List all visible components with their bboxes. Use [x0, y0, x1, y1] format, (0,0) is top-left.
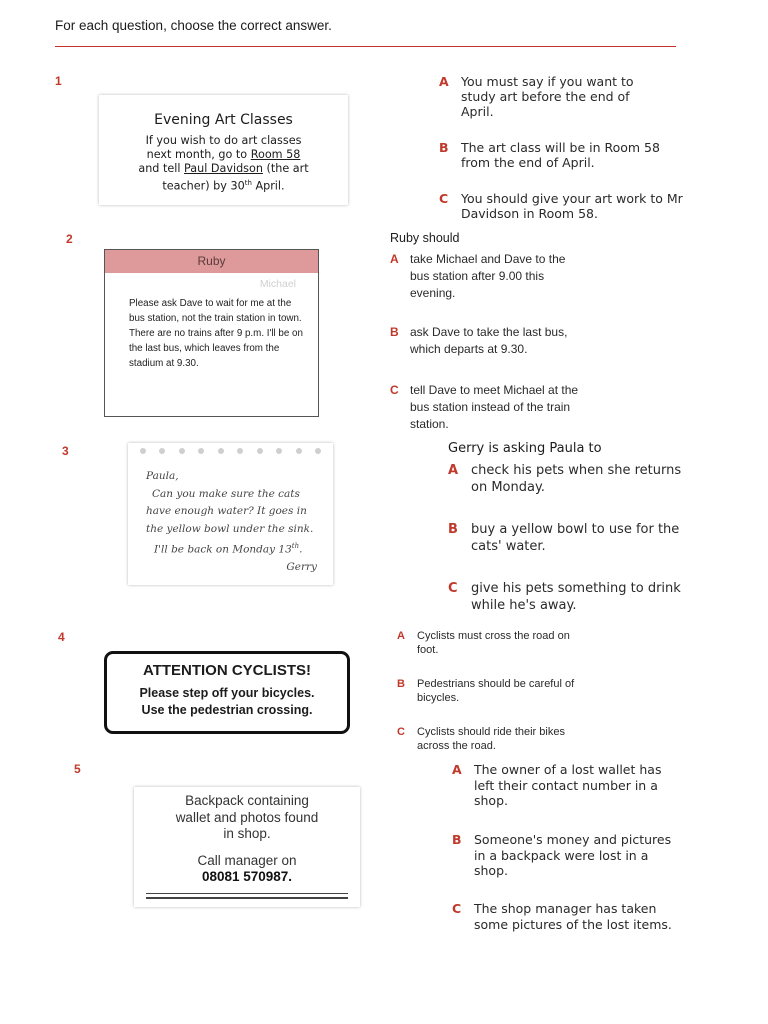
note-text: I'll be back on Monday 13: [154, 543, 292, 556]
notice-line: If you wish to do art classes: [145, 134, 302, 147]
note-sender: Ruby: [105, 250, 318, 273]
sign-body: [107, 685, 347, 719]
option-text: The owner of a lost wallet has left their contact number in a shop.: [474, 762, 662, 808]
option-text: Pedestrians should be careful of bicycles.: [417, 678, 575, 704]
option-5a[interactable]: [452, 762, 679, 809]
notice-line: in shop.: [223, 826, 271, 841]
note-line: have enough water? It goes in: [146, 505, 307, 517]
option-text: give his pets something to drink while he's away.: [471, 581, 681, 613]
instruction-text: For each question, choose the correct answer.: [55, 18, 332, 33]
option-letter: B: [439, 140, 449, 155]
question-2-stem: Ruby should: [390, 231, 460, 245]
note-recipient: Michael: [259, 278, 296, 290]
notice-text: and tell: [138, 162, 185, 175]
option-5c[interactable]: [452, 901, 674, 932]
option-4c[interactable]: [397, 725, 597, 753]
room-reference: Room 58: [250, 148, 301, 161]
notice-text: teacher) by 30: [162, 179, 245, 193]
note-body: Please ask Dave to wait for me at the bus station, not the train station in town. There are no trains after 9 p.m. I'll be on the last bus, which leaves from the stadium at 9.30.: [129, 298, 303, 369]
question-number-3: 3: [62, 444, 69, 458]
option-4a[interactable]: [397, 629, 587, 657]
option-text: tell Dave to meet Michael at the bus station instead of the train station.: [410, 383, 579, 431]
phone-number: 08081 570987.: [201, 869, 293, 884]
notice-line: Backpack containing: [185, 793, 309, 808]
note-line: Can you make sure the cats: [152, 487, 300, 500]
notice-line: wallet and photos found: [175, 809, 319, 825]
option-text: You must say if you want to study art before the end of April.: [461, 74, 634, 119]
question-3-stem: Gerry is asking Paula to: [448, 441, 602, 456]
option-letter: A: [452, 762, 462, 777]
notice-body: [134, 793, 360, 886]
option-text: take Michael and Dave to the bus station after 9.00 this evening.: [410, 252, 566, 300]
option-1b[interactable]: [439, 140, 689, 170]
notice-text: next month, go to: [146, 148, 251, 161]
notice-line: [109, 162, 338, 176]
notice-line: Call manager on: [197, 852, 297, 868]
notice-line: [109, 148, 338, 162]
question-number-5: 5: [74, 762, 81, 776]
binding-hole: [198, 448, 204, 454]
option-3b[interactable]: [448, 521, 693, 555]
option-letter: A: [397, 630, 405, 642]
option-text: The shop manager has taken some pictures of the lost items.: [474, 901, 672, 932]
option-1a[interactable]: [439, 74, 689, 119]
binding-hole: [296, 448, 302, 454]
option-letter: A: [448, 463, 459, 478]
option-4b[interactable]: [397, 677, 595, 705]
question-number-1: 1: [55, 74, 62, 88]
teacher-name: Paul Davidson: [184, 162, 263, 175]
binding-hole: [159, 448, 165, 454]
binding-hole: [218, 448, 224, 454]
option-text: The art class will be in Room 58 from the end of April.: [461, 140, 660, 170]
question-number-4: 4: [58, 630, 65, 644]
binding-hole: [140, 448, 146, 454]
option-2c[interactable]: [390, 382, 600, 433]
note-line: the yellow bowl under the sink.: [146, 522, 314, 535]
option-letter: B: [390, 325, 399, 339]
option-letter: C: [397, 726, 405, 738]
option-text: buy a yellow bowl to use for the cats' water.: [471, 522, 680, 554]
notepad-binding: [140, 448, 321, 454]
header-divider: [55, 46, 676, 47]
question-number-2: 2: [66, 232, 73, 246]
spacer: [134, 843, 360, 853]
option-text: Someone's money and pictures in a backpack were lost in a shop.: [474, 832, 672, 878]
cyclist-sign: [104, 651, 350, 734]
option-letter: C: [448, 581, 458, 596]
note-line: [146, 538, 323, 559]
ordinal-suffix: th: [291, 542, 300, 550]
option-text: check his pets when she returns on Monday.: [471, 463, 682, 495]
art-classes-notice: [99, 95, 348, 205]
sign-line: Use the pedestrian crossing.: [141, 703, 313, 717]
gerry-notepad-note: [128, 443, 333, 585]
notice-line: [109, 176, 338, 194]
option-2b[interactable]: [390, 324, 590, 358]
option-5b[interactable]: [452, 832, 684, 879]
sign-line: Please step off your bicycles.: [139, 686, 315, 700]
option-text: ask Dave to take the last bus, which departs at 9.30.: [410, 325, 568, 356]
option-letter: B: [452, 832, 462, 847]
option-text: You should give your art work to Mr Davidson in Room 58.: [461, 191, 683, 221]
option-letter: C: [390, 383, 399, 397]
binding-hole: [179, 448, 185, 454]
notice-body: [99, 134, 348, 194]
notice-text: (the art: [262, 162, 309, 175]
option-text: Cyclists should ride their bikes across the road.: [417, 726, 565, 752]
note-greeting: Paula,: [146, 470, 179, 482]
sign-title: ATTENTION CYCLISTS!: [142, 662, 312, 679]
note-signature: Gerry: [286, 561, 317, 573]
binding-hole: [276, 448, 282, 454]
option-letter: C: [452, 901, 462, 916]
option-letter: A: [439, 74, 449, 89]
option-3a[interactable]: [448, 462, 693, 496]
binding-hole: [257, 448, 263, 454]
note-text: .: [299, 543, 303, 556]
option-letter: B: [397, 678, 405, 690]
notice-rule: [146, 897, 348, 899]
binding-hole: [315, 448, 321, 454]
option-text: Cyclists must cross the road on foot.: [417, 630, 570, 656]
notice-text: April.: [251, 179, 285, 193]
option-3c[interactable]: [448, 580, 693, 614]
option-2a[interactable]: [390, 251, 585, 302]
option-letter: A: [390, 252, 399, 266]
note-body: [146, 468, 323, 577]
notice-title: Evening Art Classes: [154, 112, 293, 128]
binding-hole: [237, 448, 243, 454]
ordinal-suffix: th: [244, 179, 252, 187]
notice-rule: [146, 893, 348, 894]
option-letter: B: [448, 522, 458, 537]
ruby-note: [104, 249, 319, 417]
option-1c[interactable]: [439, 191, 689, 221]
lost-backpack-notice: [134, 787, 360, 907]
option-letter: C: [439, 191, 449, 206]
